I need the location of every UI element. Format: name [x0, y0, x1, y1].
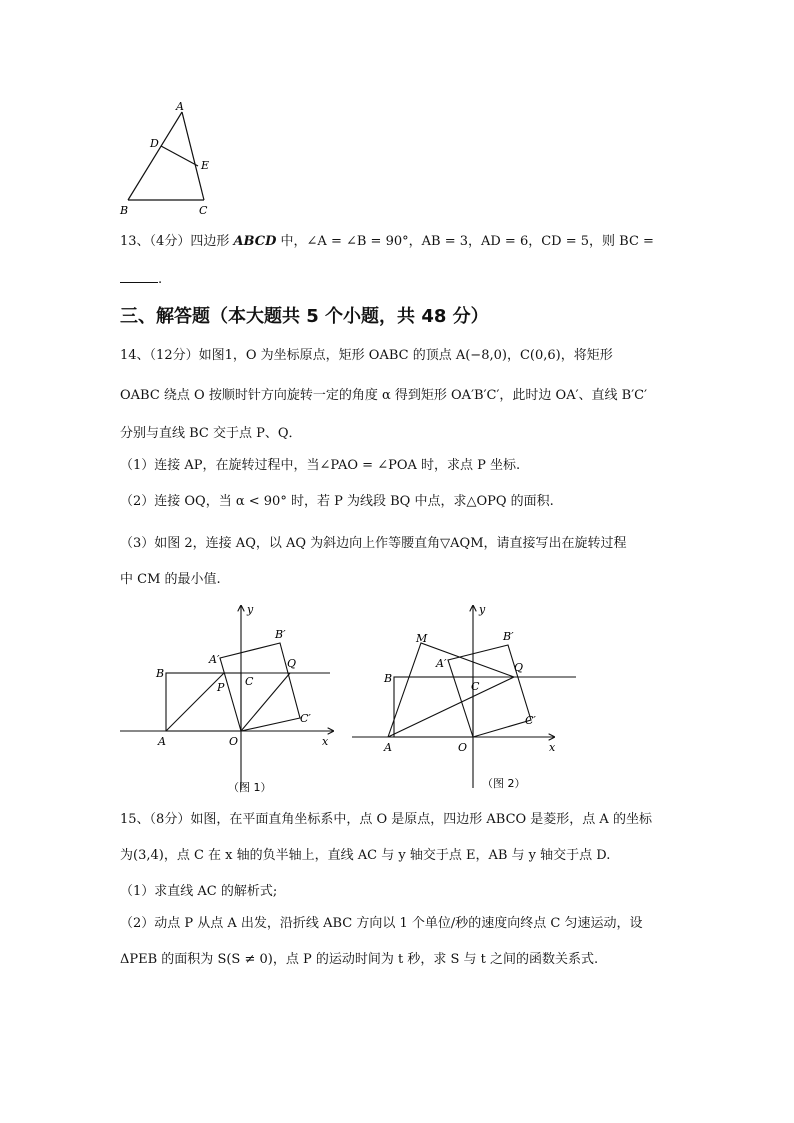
q14-line2: OABC 绕点 O 按顺时针方向旋转一定的角度 α 得到矩形 OA′B′C′，此时边 OA′、直线 B′C′: [120, 388, 648, 403]
fig1-caption: （图 1）: [228, 781, 272, 794]
label-b: B: [120, 204, 129, 217]
f2-m: M: [416, 632, 428, 645]
label-c: C: [199, 204, 208, 217]
q13-number: 13、（4分）: [120, 234, 191, 249]
triangle-figure: [112, 96, 222, 220]
q14-line1: [120, 346, 613, 366]
f1-x: x: [322, 735, 329, 748]
fig2-caption: （图 2）: [482, 777, 526, 790]
q13-shape: ABCD: [233, 234, 277, 249]
f2-b-prime: B′: [503, 630, 514, 643]
q14-part3a: （3）如图 2，连接 AQ，以 AQ 为斜边向上作等腰直角▽AQM，请直接写出在旋转过程: [120, 536, 627, 551]
q14-text1: 如图1，O 为坐标原点，矩形 OABC 的顶点 A(−8,0)，C(0,6)，将矩形: [198, 348, 613, 363]
f1-a-prime: A′: [209, 653, 220, 666]
q14-part2: （2）连接 OQ，当 α < 90° 时，若 P 为线段 BQ 中点，求△OPQ 的面积.: [120, 494, 554, 509]
q13-text: 四边形: [190, 234, 234, 249]
q15-line2: 为(3,4)，点 C 在 x 轴的负半轴上，直线 AC 与 y 轴交于点 E，AB 与 y 轴交于点 D.: [120, 848, 611, 863]
q14-number: 14、（12分）: [120, 348, 199, 363]
f1-b-prime: B′: [275, 628, 286, 641]
f2-c: C: [471, 680, 480, 693]
q15-part2b: ΔPEB 的面积为 S(S ≠ 0)，点 P 的运动时间为 t 秒，求 S 与 t 之间的函数关系式.: [120, 952, 599, 967]
q15-part2a: （2）动点 P 从点 A 出发，沿折线 ABC 方向以 1 个单位/秒的速度向终点 C 匀速运动，设: [120, 916, 643, 931]
answer-blank[interactable]: [120, 270, 158, 283]
q14-part3b: 中 CM 的最小值.: [120, 572, 221, 587]
label-d: D: [150, 137, 159, 150]
f1-b: B: [156, 667, 165, 680]
f1-a: A: [158, 735, 166, 748]
f2-o: O: [458, 741, 468, 754]
f1-p: P: [217, 681, 225, 694]
q15-part1: （1）求直线 AC 的解析式;: [120, 884, 278, 899]
label-e: E: [201, 159, 210, 172]
q14-line3: 分别与直线 BC 交于点 P、Q．: [120, 426, 302, 441]
f2-a: A: [384, 741, 392, 754]
f2-b: B: [384, 672, 393, 685]
section-title: 三、解答题（本大题共 5 个小题，共 48 分）: [120, 306, 489, 327]
f2-q: Q: [514, 661, 524, 674]
q13-line: [120, 232, 654, 252]
figure-1: [118, 600, 338, 798]
f1-q: Q: [287, 657, 297, 670]
f1-c-prime: C′: [300, 712, 311, 725]
q13-rest: 中，∠A = ∠B = 90°，AB = 3，AD = 6，CD = 5，则 BC =: [276, 234, 654, 249]
q13-end: .: [158, 272, 163, 287]
f2-a-prime: A′: [436, 657, 447, 670]
q14-part1: （1）连接 AP，在旋转过程中，当∠PAO = ∠POA 时，求点 P 坐标.: [120, 458, 521, 473]
f2-x: x: [549, 741, 556, 754]
q15-number: 15、（8分）: [120, 812, 191, 827]
f1-c: C: [245, 675, 254, 688]
q15-text1: 如图，在平面直角坐标系中，点 O 是原点，四边形 ABCO 是菱形，点 A 的坐标: [190, 812, 652, 827]
f2-c-prime: C′: [525, 714, 536, 727]
f1-o: O: [229, 735, 239, 748]
figure-2: [348, 600, 584, 796]
f2-y: y: [479, 603, 486, 616]
label-a: A: [176, 100, 184, 113]
f1-y: y: [247, 603, 254, 616]
q13-answer-line: [120, 270, 162, 290]
q15-line1: [120, 810, 652, 830]
